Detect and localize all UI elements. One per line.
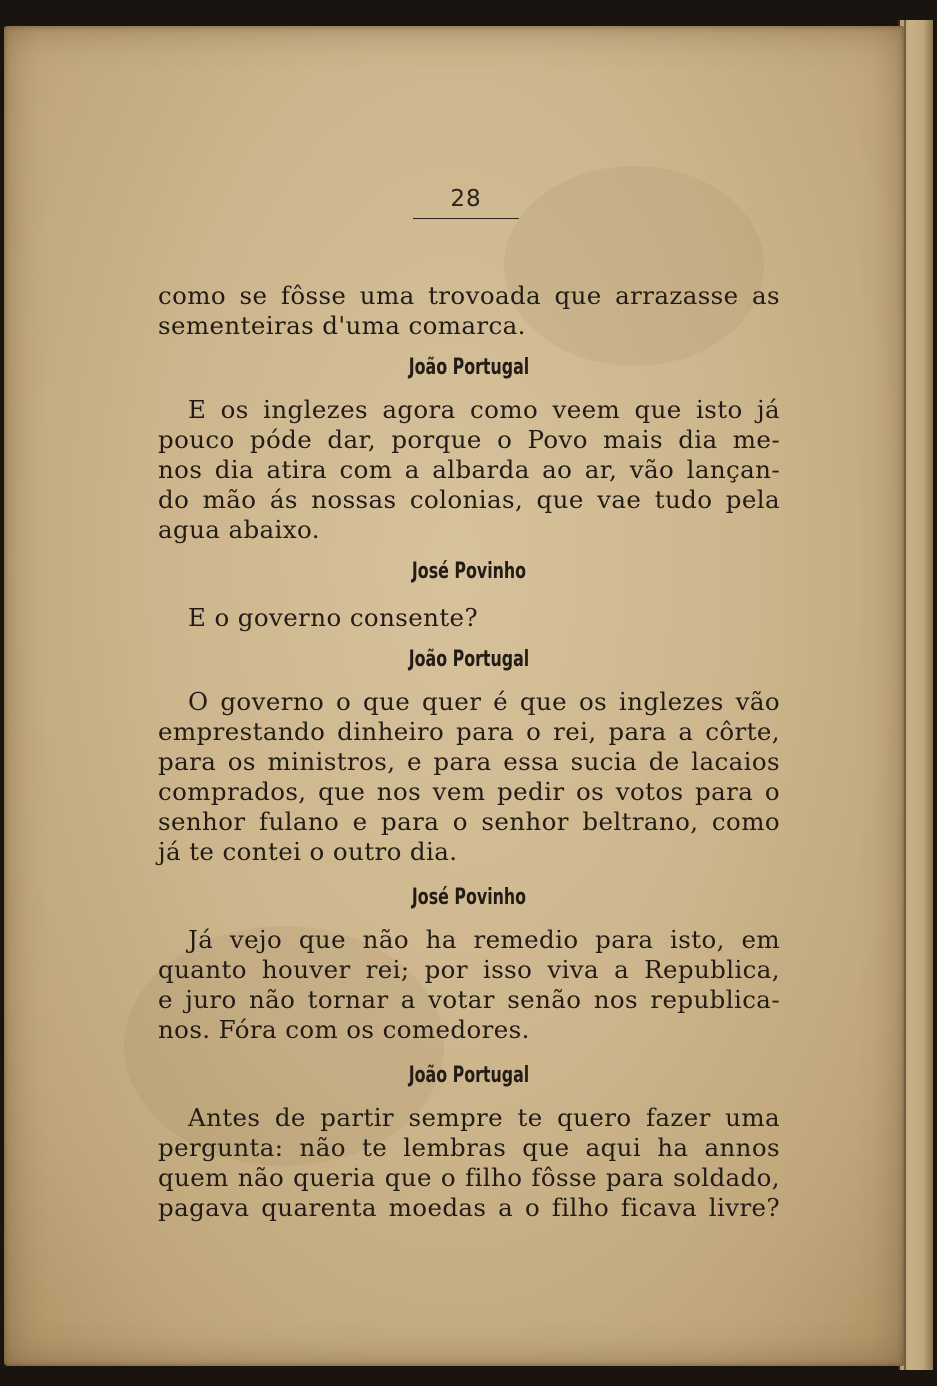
text-line: nos. Fóra com os comedores. <box>158 1015 530 1044</box>
speaker-name: José Povinho <box>411 885 527 910</box>
text-line: nos dia atira com a albarda ao ar, vão lançan- <box>158 455 780 484</box>
text-line: pouco póde dar, porque o Povo mais dia me- <box>158 425 780 454</box>
text-line: do mão ás nossas colonias, que vae tudo pela <box>158 485 780 514</box>
page-text <box>158 281 780 1223</box>
text-line: como se fôsse uma trovoada que arrazasse as <box>158 281 780 310</box>
page-number-rule <box>413 218 519 219</box>
text-line: sementeiras d'uma comarca. <box>158 311 526 340</box>
text-line: para os ministros, e para essa sucia de lacaios <box>158 747 780 776</box>
text-line: pagava quarenta moedas a o filho ficava livre? <box>158 1193 780 1222</box>
text-line: E os inglezes agora como veem que isto já <box>188 395 780 424</box>
text-line: senhor fulano e para o senhor beltrano, como <box>158 807 780 836</box>
text-line: pergunta: não te lembras que aqui ha annos <box>158 1133 780 1162</box>
text-line: e juro não tornar a votar senão nos republica- <box>158 985 780 1014</box>
speaker-name: João Portugal <box>408 355 530 380</box>
speaker-name: João Portugal <box>408 647 530 672</box>
text-line: comprados, que nos vem pedir os votos para o <box>158 777 780 806</box>
page-number: 28 <box>450 186 482 212</box>
text-line: quanto houver rei; por isso viva a Republica, <box>158 955 780 984</box>
text-line: já te contei o outro dia. <box>158 837 458 866</box>
text-line: O governo o que quer é que os inglezes vão <box>188 687 780 716</box>
text-line: quem não queria que o filho fôsse para soldado, <box>158 1163 780 1192</box>
speaker-name: José Povinho <box>411 559 527 584</box>
text-line: E o governo consente? <box>188 603 478 632</box>
speaker-name: João Portugal <box>408 1063 530 1088</box>
text-line: emprestando dinheiro para o rei, para a côrte, <box>158 717 780 746</box>
text-line: Já vejo que não ha remedio para isto, em <box>188 925 780 954</box>
text-line: agua abaixo. <box>158 515 320 544</box>
text-line: Antes de partir sempre te quero fazer uma <box>188 1103 780 1132</box>
